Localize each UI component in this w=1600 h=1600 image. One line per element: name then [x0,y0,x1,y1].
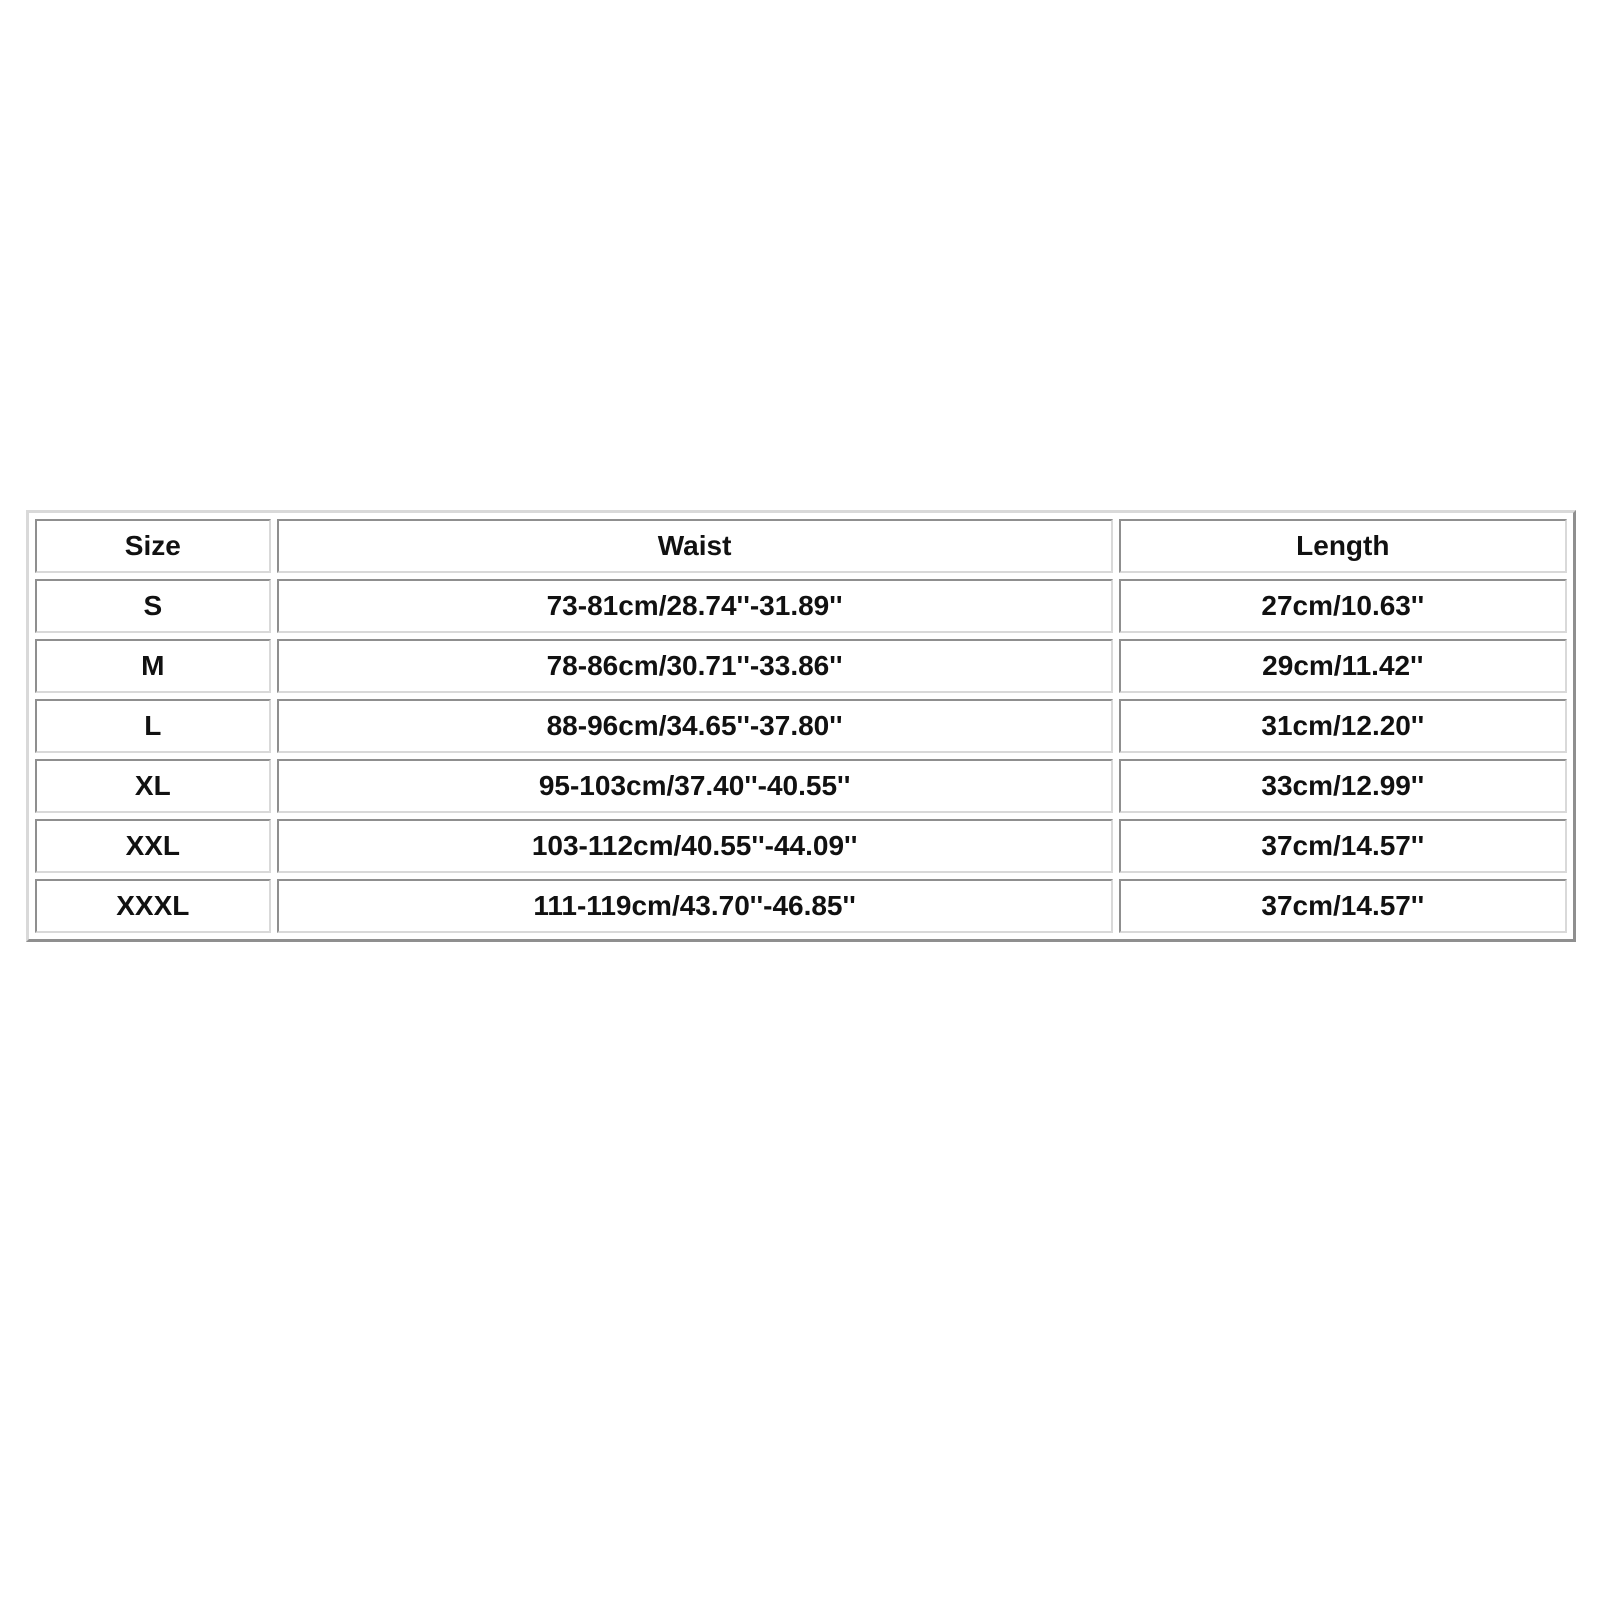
cell-waist: 111-119cm/43.70''-46.85'' [277,879,1113,933]
table-row [35,879,1567,933]
header-row [35,519,1567,573]
cell-waist: 73-81cm/28.74''-31.89'' [277,579,1113,633]
size-chart-table [29,513,1573,939]
table-row [35,699,1567,753]
cell-length: 33cm/12.99'' [1119,759,1567,813]
cell-size: L [35,699,271,753]
cell-waist: 78-86cm/30.71''-33.86'' [277,639,1113,693]
cell-waist: 103-112cm/40.55''-44.09'' [277,819,1113,873]
header-waist: Waist [277,519,1113,573]
cell-length: 37cm/14.57'' [1119,879,1567,933]
size-chart [26,510,1576,942]
cell-size: XL [35,759,271,813]
cell-length: 37cm/14.57'' [1119,819,1567,873]
cell-length: 27cm/10.63'' [1119,579,1567,633]
cell-waist: 95-103cm/37.40''-40.55'' [277,759,1113,813]
cell-size: M [35,639,271,693]
header-length: Length [1119,519,1567,573]
cell-waist: 88-96cm/34.65''-37.80'' [277,699,1113,753]
cell-length: 29cm/11.42'' [1119,639,1567,693]
table-row [35,579,1567,633]
table-row [35,639,1567,693]
table-row [35,759,1567,813]
cell-size: S [35,579,271,633]
cell-size: XXXL [35,879,271,933]
cell-size: XXL [35,819,271,873]
cell-length: 31cm/12.20'' [1119,699,1567,753]
table-row [35,819,1567,873]
header-size: Size [35,519,271,573]
